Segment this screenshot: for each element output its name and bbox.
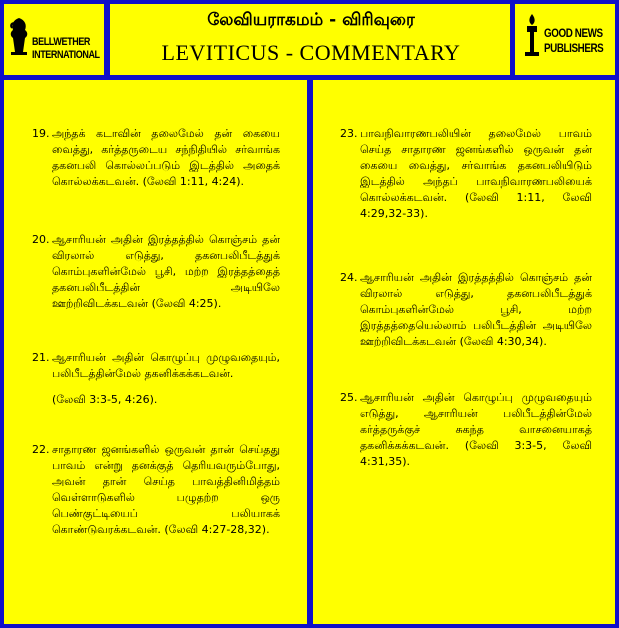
verse-reference: (லேவி 1:11, லேவி 4:29,32-33). (360, 191, 592, 220)
logo-right-line-1: GOOD NEWS (544, 26, 603, 40)
verse-number: 22. (32, 443, 50, 456)
logo-left-line-2: INTERNATIONAL (32, 49, 100, 61)
verse-text: ஆசாரியன் அதின் கொழுப்பு முழுவதையும் எடுத்து, ஆசாரியன் பலிபீடத்தின்மேல் கர்த்தருக்குச் சுகந்த வாசனையாகத் தகனிக்கக்கடவன். (360, 391, 592, 452)
torch-icon (522, 12, 542, 58)
verse-number: 20. (32, 233, 50, 246)
verse-reference: (லேவி 4:25). (151, 297, 222, 310)
verse-text: அந்தக் கடாவின் தலைமேல் தன் கையை வைத்து, கர்த்தருடைய சந்நிதியில் சர்வாங்க தகனபலி கொல்லப்படும் இடத்தில் அதைக் கொல்லக்கடவன். (52, 127, 280, 188)
logo-right-line-2: PUBLISHERS (544, 41, 604, 55)
verse-reference: (லேவி 3:3-5, 4:26). (52, 393, 158, 406)
verse-reference: (லேவி 1:11, 4:24). (142, 175, 245, 188)
verse-text: ஆசாரியன் அதின் இரத்தத்தில் கொஞ்சம் தன் விரலால் எடுத்து, தகனபலிபீடத்துக் கொம்புகளின்மேல் பூசி, மற்ற இரத்தத்தையெல்லாம் பலிபீடத்தின் அடியிலே ஊற்றிவிடக்கடவன் (360, 271, 592, 348)
verse-number: 19. (32, 127, 50, 140)
verse-number: 24. (340, 271, 358, 284)
verse-reference: (லேவி 4:27-28,32). (164, 523, 270, 536)
title-english: LEVITICUS - COMMENTARY (161, 40, 461, 65)
title-tamil: லேவியராகமம் - விரிவுரை (207, 10, 415, 30)
verse-number: 25. (340, 391, 358, 404)
verse-text: பாவநிவாரணபலியின் தலைமேல் பாவம் செய்த சாதாரண ஜனங்களில் ஒருவன் தன் கையை வைத்து, சர்வாங்க தகனபலியிடும் இடத்தில் அந்தப் பாவநிவாரணபலியைக் கொல்லக்கடவன். (360, 127, 592, 204)
verse-number: 23. (340, 127, 358, 140)
verse-text: ஆசாரியன் அதின் இரத்தத்தில் கொஞ்சம் தன் விரலால் எடுத்து, தகனபலிபீடத்துக் கொம்புகளின்மேல் பூசி, மற்ற இரத்தத்தைத் தகனபலிபீடத்தின் அடியிலே ஊற்றிவிடக்கடவன் (52, 233, 280, 310)
logo-left-line-1: BELLWETHER (32, 36, 91, 48)
verse-reference: (லேவி 4:30,34). (459, 335, 547, 348)
verse-reference: (லேவி 3:3-5, லேவி 4:31,35). (360, 439, 592, 468)
verse-number: 21. (32, 351, 50, 364)
ram-head-icon (8, 16, 30, 56)
verse-text: சாதாரண ஜனங்களில் ஒருவன் தான் செய்தது பாவம் என்று தனக்குத் தெரியவரும்போது, அவன் தான் செய்த பாவத்தினிமித்தம் வெள்ளாடுகளில் பழுதற்ற ஒரு பெண்குட்டியைப் பலியாகக் கொண்டுவரக்கடவன். (52, 443, 280, 536)
verse-text: ஆசாரியன் அதின் கொழுப்பு முழுவதையும், பலிபீடத்தின்மேல் தகனிக்கக்கடவன். (52, 351, 280, 380)
good-news-logo (518, 6, 614, 68)
bellwether-logo (6, 6, 100, 68)
